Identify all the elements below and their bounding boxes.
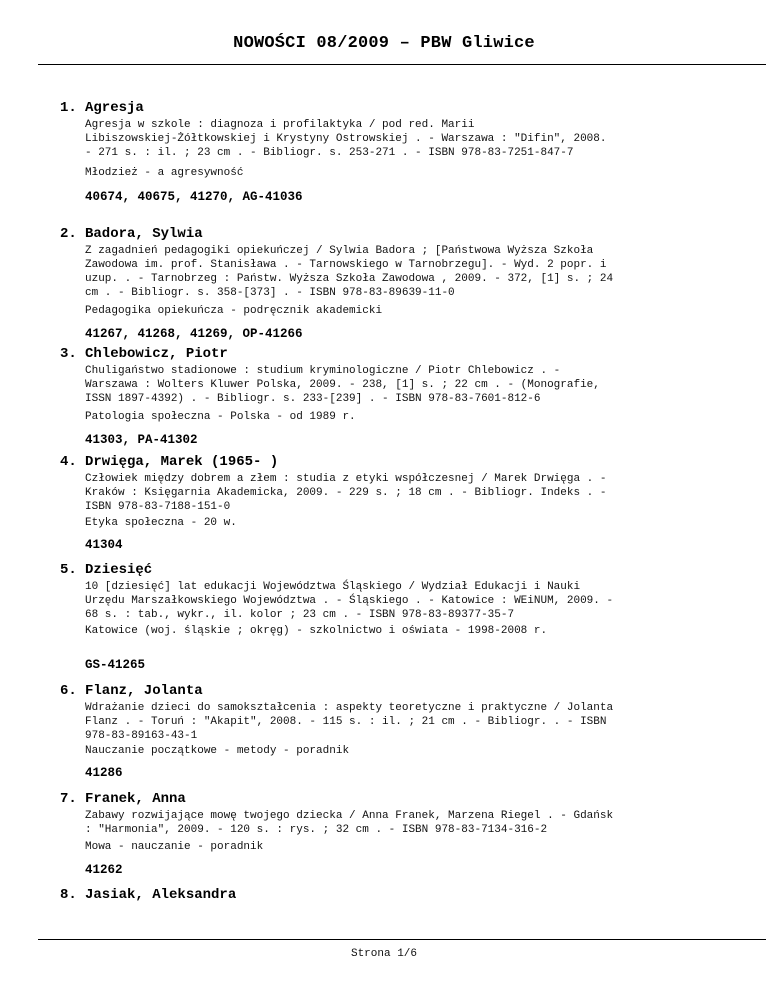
entry-heading: Agresja (85, 100, 144, 116)
entry-signatures: 41304 (85, 538, 123, 552)
entry-signatures: GS-41265 (85, 658, 146, 672)
entry-number: 8. (60, 887, 77, 903)
entry-number: 4. (60, 454, 77, 470)
entry-heading: Franek, Anna (85, 791, 186, 807)
entry-number: 3. (60, 346, 77, 362)
page-title: NOWOŚCI 08/2009 – PBW Gliwice (233, 34, 535, 53)
entry-description: Człowiek między dobrem a złem : studia z etyki współczesnej / Marek Drwięga . - Kraków : Księgarnia Akademicka, 2009. - 229 s. ; 18 cm . - Bibliogr. Indeks . - ISBN 978-83-7188-151-0 (85, 473, 607, 513)
entry-number: 6. (60, 683, 77, 699)
entry-description: Zabawy rozwijające mowę twojego dziecka / Anna Franek, Marzena Riegel . - Gdańsk : "Harmonia", 2009. - 120 s. : rys. ; 32 cm . - ISBN 978-83-7134-316-2 (85, 810, 614, 836)
entry-description: Chuligaństwo stadionowe : studium kryminologiczne / Piotr Chlebowicz . - Warszawa : Wolters Kluwer Polska, 2009. - 238, [1] s. ; 22 cm . - (Monografie, ISSN 1897-4392) . - Bibliogr. s. 233-[239] . - ISBN 978-83-7601-812-6 (85, 365, 600, 405)
entry-signatures: 41286 (85, 766, 123, 780)
entry-heading: Badora, Sylwia (85, 226, 203, 242)
entry-heading: Drwięga, Marek (1965- ) (85, 454, 279, 470)
entry-heading: Dziesięć (85, 562, 153, 578)
entry-subject: Nauczanie początkowe - metody - poradnik (85, 745, 350, 757)
entry-signatures: 40674, 40675, 41270, AG-41036 (85, 190, 303, 204)
entry-subject: Pedagogika opiekuńcza - podręcznik akademicki (85, 305, 383, 317)
entry-description: Wdrażanie dzieci do samokształcenia : aspekty teoretyczne i praktyczne / Jolanta Flanz . - Toruń : "Akapit", 2008. - 115 s. : il. ; 21 cm . - Bibliogr. . - ISBN 978-83-89163-43-1 (85, 702, 614, 742)
entry-number: 1. (60, 100, 77, 116)
entry-subject: Etyka społeczna - 20 w. (85, 517, 237, 529)
entry-description: 10 [dziesięć] lat edukacji Województwa Śląskiego / Wydział Edukacji i Nauki Urzędu Marszałkowskiego Województwa . - Śląskiego . - Katowice : WEiNUM, 2009. - 68 s. : tab., wykr., il. kolor ; 23 cm . - ISBN 978-83-89377-35-7 (85, 581, 614, 621)
entry-number: 7. (60, 791, 77, 807)
footer-divider (38, 939, 766, 940)
entry-heading: Chlebowicz, Piotr (85, 346, 228, 362)
entry-description: Z zagadnień pedagogiki opiekuńczej / Sylwia Badora ; [Państwowa Wyższa Szkoła Zawodowa im. prof. Stanisława . - Tarnowskiego w Tarnobrzegu]. - Wyd. 2 popr. i uzup. . - Tarnobrzeg : Państw. Wyższa Szkoła Zawodowa , 2009. - 372, [1] s. ; 24 cm . - Bibliogr. s. 358-[373] . - ISBN 978-83-89639-11-0 (85, 245, 614, 299)
header-divider (38, 64, 766, 65)
entry-heading: Flanz, Jolanta (85, 683, 203, 699)
entry-subject: Katowice (woj. śląskie ; okręg) - szkolnictwo i oświata - 1998-2008 r. (85, 625, 548, 637)
entry-number: 2. (60, 226, 77, 242)
entry-heading: Jasiak, Aleksandra (85, 887, 237, 903)
page-number: Strona 1/6 (350, 948, 417, 960)
entry-description: Agresja w szkole : diagnoza i profilaktyka / pod red. Marii Libiszowskiej-Żółtkowskiej i Krystyny Ostrowskiej . - Warszawa : "Difin", 2008. - 271 s. : il. ; 23 cm . - Bibliogr. s. 253-271 . - ISBN 978-83-7251-847-7 (85, 119, 607, 159)
entry-number: 5. (60, 562, 77, 578)
entry-signatures: 41267, 41268, 41269, OP-41266 (85, 327, 303, 341)
entry-subject: Młodzież - a agresywność (85, 167, 244, 179)
entry-signatures: 41262 (85, 863, 123, 877)
entry-subject: Mowa - nauczanie - poradnik (85, 841, 264, 853)
entry-signatures: 41303, PA-41302 (85, 433, 198, 447)
entry-subject: Patologia społeczna - Polska - od 1989 r. (85, 411, 356, 423)
